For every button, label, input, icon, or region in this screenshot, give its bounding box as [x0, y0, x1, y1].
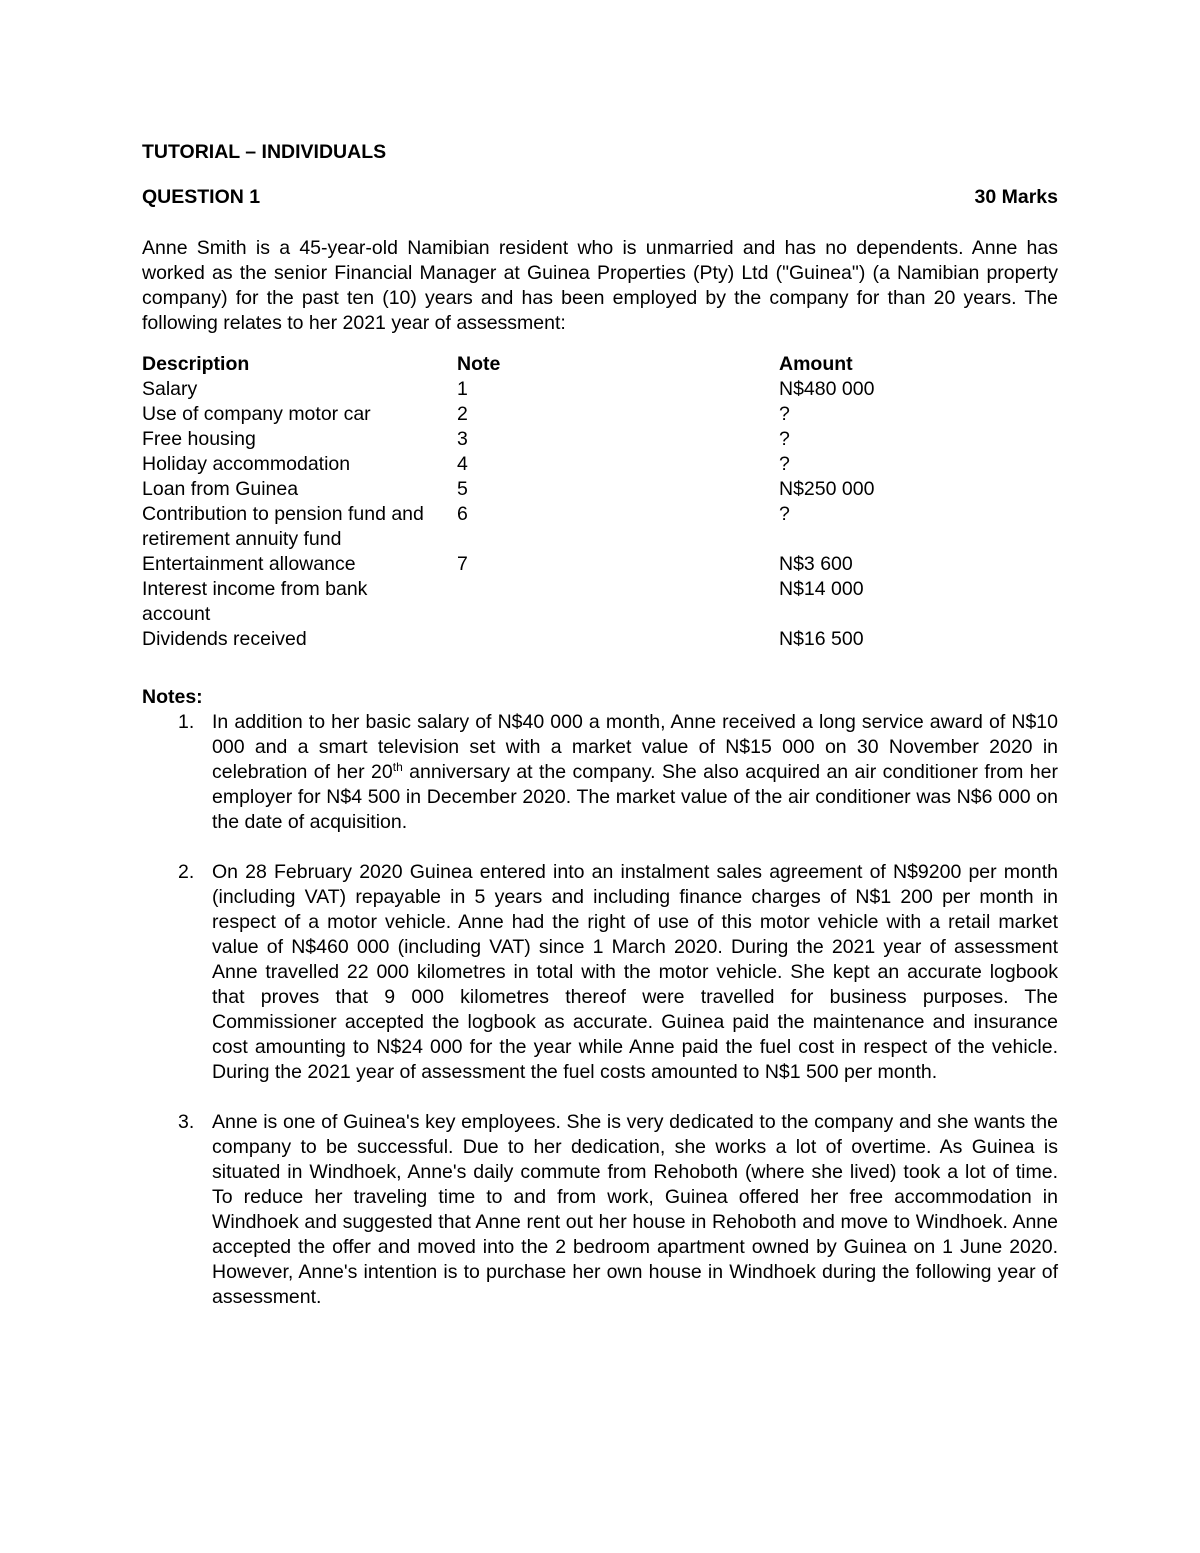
row-description: Free housing	[142, 428, 256, 450]
row-note: 2	[457, 403, 468, 425]
notes-heading: Notes:	[142, 686, 203, 708]
table-header-row	[142, 352, 902, 377]
row-description: Salary	[142, 378, 198, 400]
header-note: Note	[457, 353, 501, 375]
row-description-text: Contribution to pension fund and retirement annuity fund	[142, 503, 424, 550]
row-amount: N$16 500	[779, 628, 864, 650]
note-item	[142, 710, 1058, 835]
note-number: 3.	[178, 1111, 195, 1133]
row-note: 4	[457, 453, 468, 475]
question-header	[142, 185, 1058, 210]
note-text-part: In addition to her basic salary of N$40 000 a month, Anne received a long service award of N$10 000 and a smart television set with a market value of N$15 000 on 30 November 2020 in celebration of her 20	[212, 711, 1058, 783]
table-row	[142, 502, 902, 552]
table-row	[142, 452, 902, 477]
marks-label: 30 Marks	[974, 186, 1058, 208]
note-text-part: anniversary at the company. She also acquired an air conditioner from her employer for N$4 500 in December 2020. The market value of the air conditioner was N$6 000 on the date of acquisition.	[212, 761, 1058, 833]
row-amount: ?	[779, 428, 790, 450]
row-description	[142, 577, 457, 627]
row-note: 6	[457, 503, 468, 525]
row-description	[142, 502, 457, 552]
row-amount: N$250 000	[779, 478, 875, 500]
ordinal-suffix: th	[392, 760, 403, 774]
table-row	[142, 577, 902, 627]
row-description: Holiday accommodation	[142, 453, 351, 475]
note-text	[212, 711, 1058, 833]
question-label: QUESTION 1	[142, 186, 261, 208]
row-note	[457, 577, 779, 627]
row-note: 5	[457, 478, 468, 500]
note-item	[142, 860, 1058, 1085]
row-amount: N$480 000	[779, 378, 875, 400]
table-row	[142, 552, 902, 577]
row-description: Use of company motor car	[142, 403, 371, 425]
notes-list	[142, 710, 1058, 1310]
row-note: 1	[457, 378, 468, 400]
document-title: TUTORIAL – INDIVIDUALS	[142, 141, 387, 163]
note-text: Anne is one of Guinea's key employees. She is very dedicated to the company and she wants the company to be successful. Due to her dedication, she works a lot of overtime. As Guinea is situated in Windhoek, Anne's daily commute from Rehoboth (where she lived) took a lot of time. To reduce her traveling time to and from work, Guinea offered her free accommodation in Windhoek and suggested that Anne rent out her house in Rehoboth and move to Windhoek. Anne accepted the offer and moved into the 2 bedroom apartment owned by Guinea on 1 June 2020. However, Anne's intention is to purchase her own house in Windhoek during the following year of assessment.	[212, 1111, 1058, 1308]
row-note: 3	[457, 428, 468, 450]
row-amount: ?	[779, 403, 790, 425]
note-text: On 28 February 2020 Guinea entered into an instalment sales agreement of N$9200 per month (including VAT) repayable in 5 years and including finance charges of N$1 200 per month in respect of a motor vehicle. Anne had the right of use of this motor vehicle with a retail market value of N$460 000 (including VAT) since 1 March 2020. During the 2021 year of assessment Anne travelled 22 000 kilometres in total with the motor vehicle. She kept an accurate logbook that proves that 9 000 kilometres thereof were travelled for business purposes. The Commissioner accepted the logbook as accurate. Guinea paid the maintenance and insurance cost amounting to N$24 000 for the year while Anne paid the fuel cost in respect of the vehicle. During the 2021 year of assessment the fuel costs amounted to N$1 500 per month.	[212, 861, 1058, 1083]
document-page	[142, 140, 1058, 1310]
intro-paragraph: Anne Smith is a 45-year-old Namibian resident who is unmarried and has no dependents. Anne has worked as the senior Financial Manager at Guinea Properties (Pty) Ltd ("Guinea") (a Namibian property company) for the past ten (10) years and has been employed by the company for than 20 years. The following relates to her 2021 year of assessment:	[142, 237, 1058, 334]
note-number: 1.	[178, 711, 195, 733]
row-description-text: Interest income from bank account	[142, 578, 368, 625]
row-description: Dividends received	[142, 628, 307, 650]
table-row	[142, 627, 902, 652]
row-note: 7	[457, 553, 468, 575]
table-row	[142, 477, 902, 502]
row-amount: ?	[779, 453, 790, 475]
row-amount: N$3 600	[779, 553, 853, 575]
header-description: Description	[142, 353, 250, 375]
header-amount: Amount	[779, 353, 853, 375]
row-description: Loan from Guinea	[142, 478, 299, 500]
row-amount: ?	[779, 503, 790, 525]
assessment-table	[142, 352, 902, 652]
table-row	[142, 377, 902, 402]
table-row	[142, 402, 902, 427]
row-description: Entertainment allowance	[142, 553, 356, 575]
row-amount: N$14 000	[779, 578, 864, 600]
note-item	[142, 1110, 1058, 1310]
row-note	[457, 627, 779, 652]
table-row	[142, 427, 902, 452]
note-number: 2.	[178, 861, 195, 883]
